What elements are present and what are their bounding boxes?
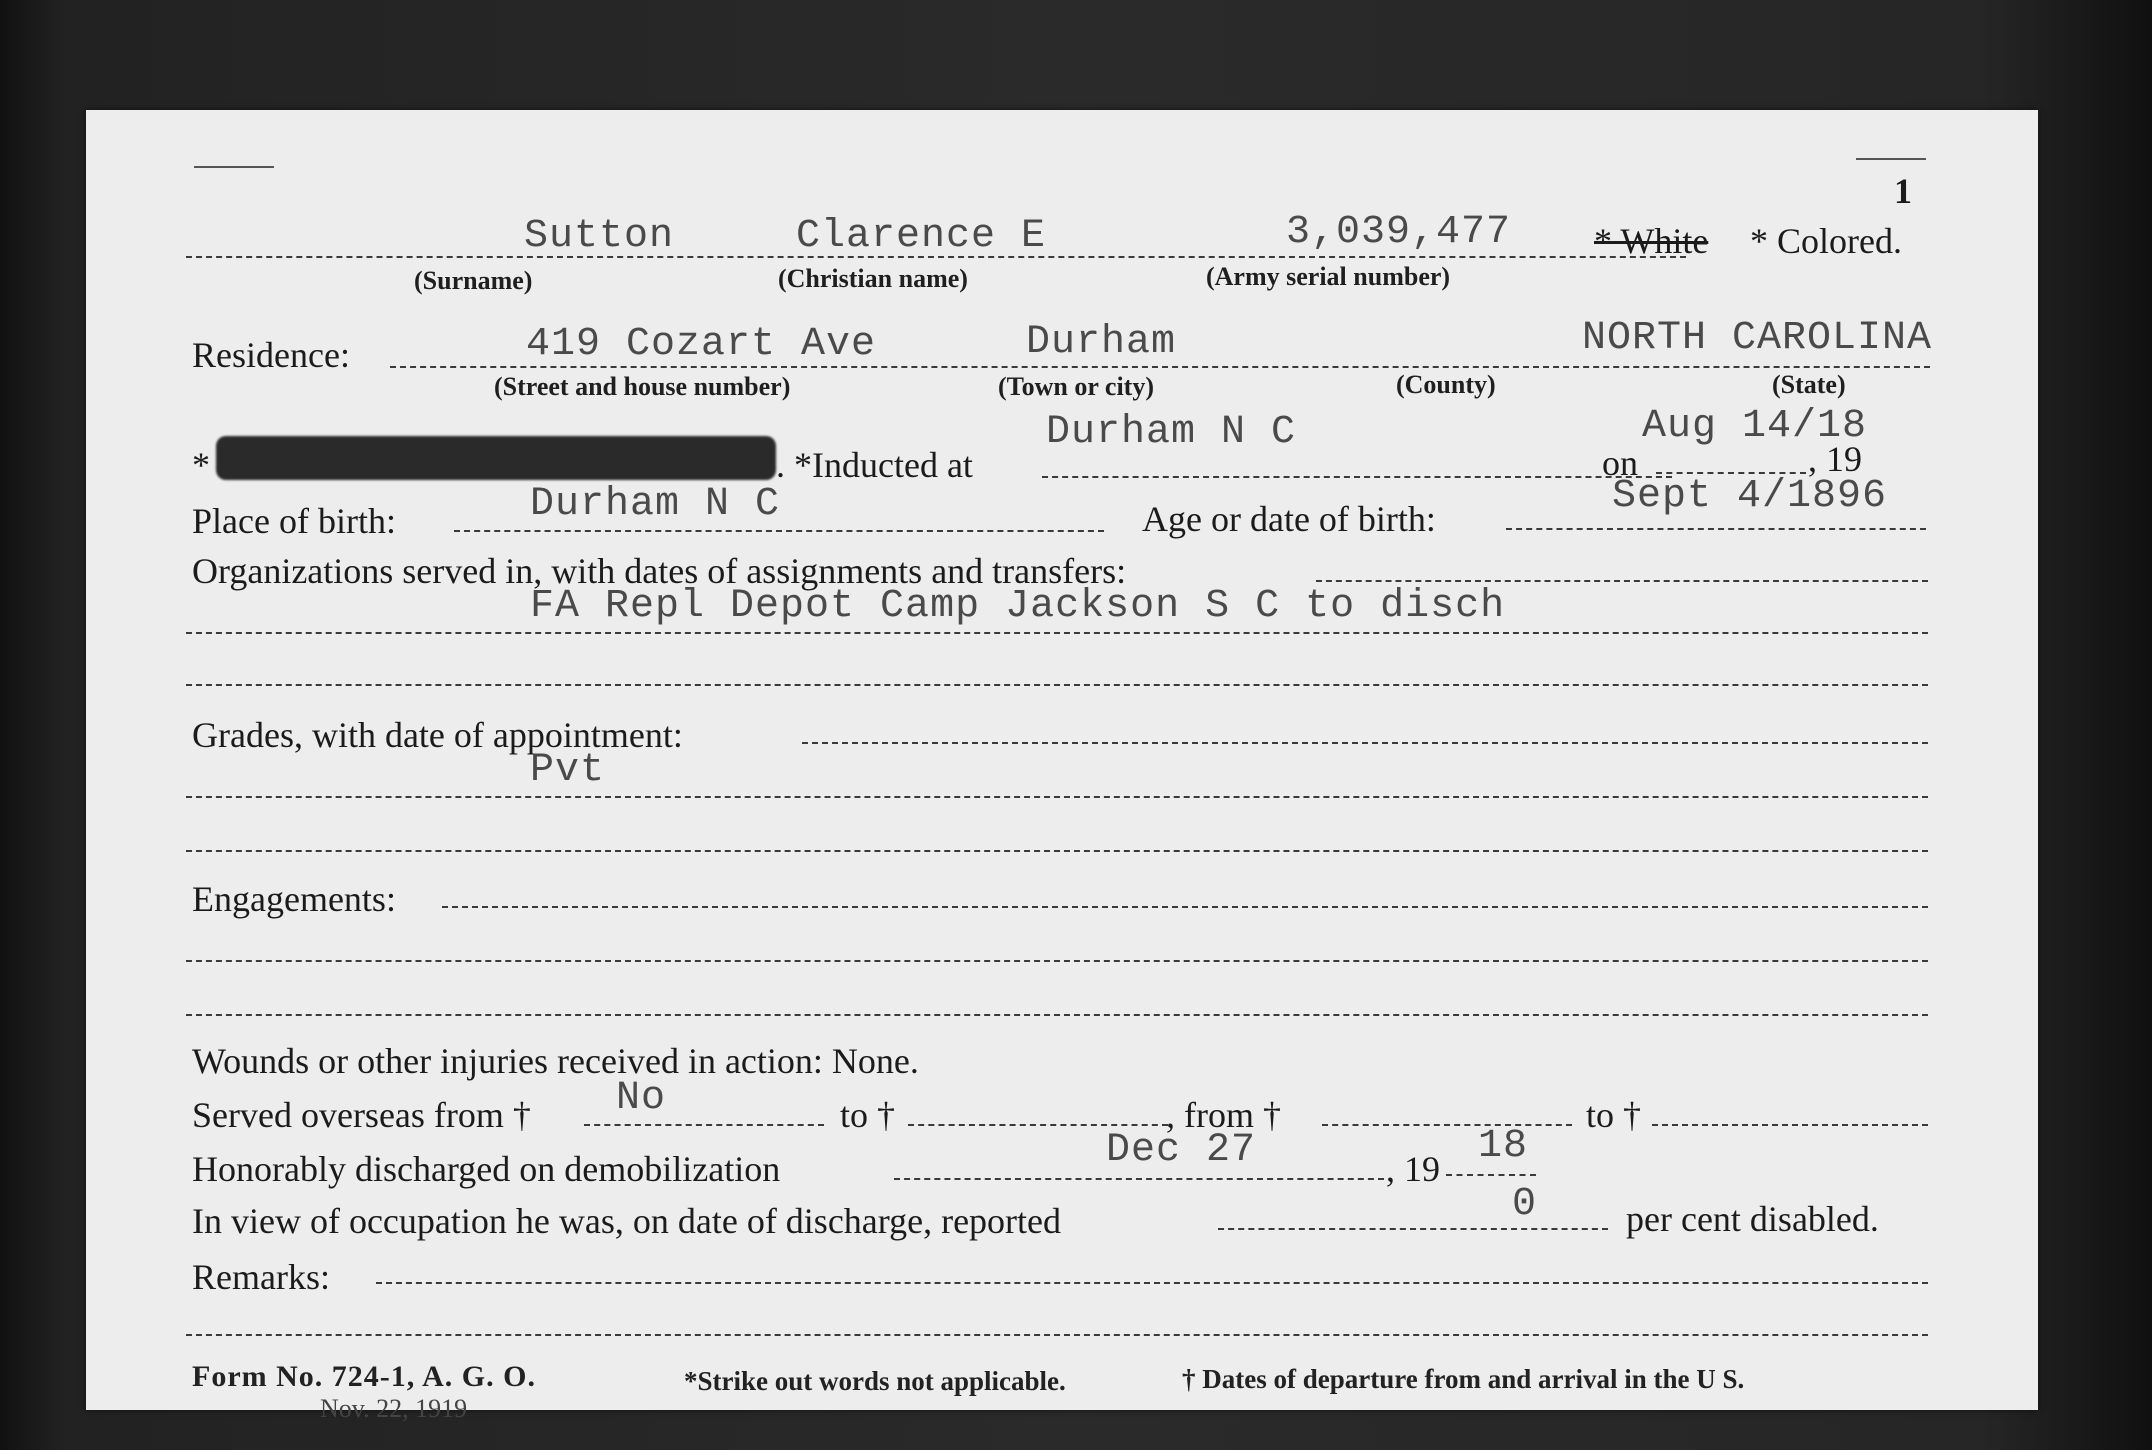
- race-colored-label: * Colored.: [1750, 221, 1902, 261]
- footnote-strike: *Strike out words not applicable.: [684, 1366, 1066, 1396]
- card-number: 1: [1894, 171, 1912, 211]
- organizations-value: FA Repl Depot Camp Jackson S C to disch: [530, 584, 1506, 629]
- birthplace-label: Place of birth:: [192, 501, 396, 541]
- disabled-value: 0: [1512, 1182, 1538, 1227]
- year-suffix-label: , 19: [1808, 439, 1862, 479]
- form-number: Form No. 724-1, A. G. O.: [192, 1360, 536, 1393]
- grades-line-3: [186, 850, 1928, 852]
- enlist-asterisk: *: [192, 445, 210, 485]
- remarks-line-1: [376, 1282, 1928, 1284]
- inducted-date-value: Aug 14/18: [1642, 404, 1868, 449]
- overseas-value: No: [616, 1076, 667, 1121]
- grades-value: Pvt: [530, 748, 606, 793]
- street-value: 419 Cozart Ave: [526, 322, 877, 367]
- on-label: on: [1602, 443, 1638, 483]
- discharged-label: Honorably discharged on demobilization: [192, 1149, 781, 1189]
- disabled-line: [1218, 1228, 1608, 1230]
- state-value: NORTH CAROLINA: [1582, 316, 1933, 361]
- grades-line-2: [186, 796, 1928, 798]
- discharge-year-prefix: , 19: [1386, 1149, 1440, 1189]
- footnote-dates: † Dates of departure from and arrival in the U S.: [1182, 1364, 1745, 1394]
- grades-line-1: [802, 742, 1928, 744]
- birthplace-line: [454, 530, 1104, 532]
- dob-line: [1506, 528, 1926, 530]
- race-white-text: * White: [1594, 221, 1709, 261]
- form-date: Nov. 22, 1919: [320, 1394, 468, 1423]
- town-value: Durham: [1026, 320, 1177, 365]
- wounds-label: Wounds or other injuries received in action: None.: [192, 1041, 919, 1081]
- caption-serial-number: (Army serial number): [1206, 262, 1451, 291]
- occupation-label: In view of occupation he was, on date of discharge, reported: [192, 1201, 1062, 1241]
- discharge-date-line: [894, 1178, 1384, 1180]
- inducted-place-value: Durham N C: [1046, 410, 1297, 455]
- inducted-label: . *Inducted at: [776, 445, 973, 485]
- serial-number-value: 3,039,477: [1286, 210, 1512, 255]
- engagements-line-3: [186, 1014, 1928, 1016]
- overseas-to-line-2: [1652, 1124, 1928, 1126]
- overseas-to-line-1: [908, 1124, 1168, 1126]
- ink-redaction: [216, 436, 776, 480]
- caption-state: (State): [1772, 370, 1846, 399]
- remarks-label: Remarks:: [192, 1257, 330, 1297]
- engagements-line-2: [186, 960, 1928, 962]
- top-left-rule: [194, 166, 274, 168]
- overseas-label: Served overseas from †: [192, 1095, 531, 1135]
- organizations-line-3: [186, 684, 1928, 686]
- caption-christian-name: (Christian name): [778, 264, 968, 293]
- remarks-line-2: [186, 1334, 1928, 1336]
- discharge-year-line: [1446, 1174, 1536, 1176]
- overseas-to-label-1: to †: [840, 1095, 896, 1135]
- residence-label: Residence:: [192, 335, 350, 375]
- discharge-date-value: Dec 27: [1106, 1128, 1257, 1173]
- caption-town: (Town or city): [998, 372, 1154, 401]
- service-record-card: [86, 110, 2038, 1423]
- organizations-label: Organizations served in, with dates of assignments and transfers:: [192, 551, 1127, 591]
- race-white-label: [1594, 220, 1708, 262]
- dob-label: Age or date of birth:: [1142, 499, 1436, 539]
- engagements-label: Engagements:: [192, 879, 396, 919]
- organizations-line-1: [1316, 580, 1928, 582]
- caption-county: (County): [1396, 370, 1496, 399]
- birthplace-value: Durham N C: [530, 482, 781, 527]
- discharge-year-value: 18: [1478, 1124, 1529, 1169]
- organizations-line-2: [186, 632, 1928, 634]
- christian-name-value: Clarence E: [796, 214, 1047, 259]
- overseas-from-line: [584, 1124, 824, 1126]
- disabled-label: per cent disabled.: [1626, 1199, 1879, 1239]
- caption-surname: (Surname): [414, 266, 533, 295]
- overseas-to-label-2: to †: [1586, 1095, 1642, 1135]
- inducted-place-line: [1042, 476, 1672, 478]
- overseas-from-line-2: [1322, 1124, 1572, 1126]
- engagements-line-1: [442, 906, 1928, 908]
- caption-street: (Street and house number): [494, 372, 791, 401]
- overseas-from-label: , from †: [1166, 1095, 1281, 1135]
- surname-value: Sutton: [524, 214, 675, 259]
- top-right-rule: [1856, 158, 1926, 160]
- dob-value: Sept 4/1896: [1612, 474, 1888, 519]
- grades-label: Grades, with date of appointment:: [192, 715, 683, 755]
